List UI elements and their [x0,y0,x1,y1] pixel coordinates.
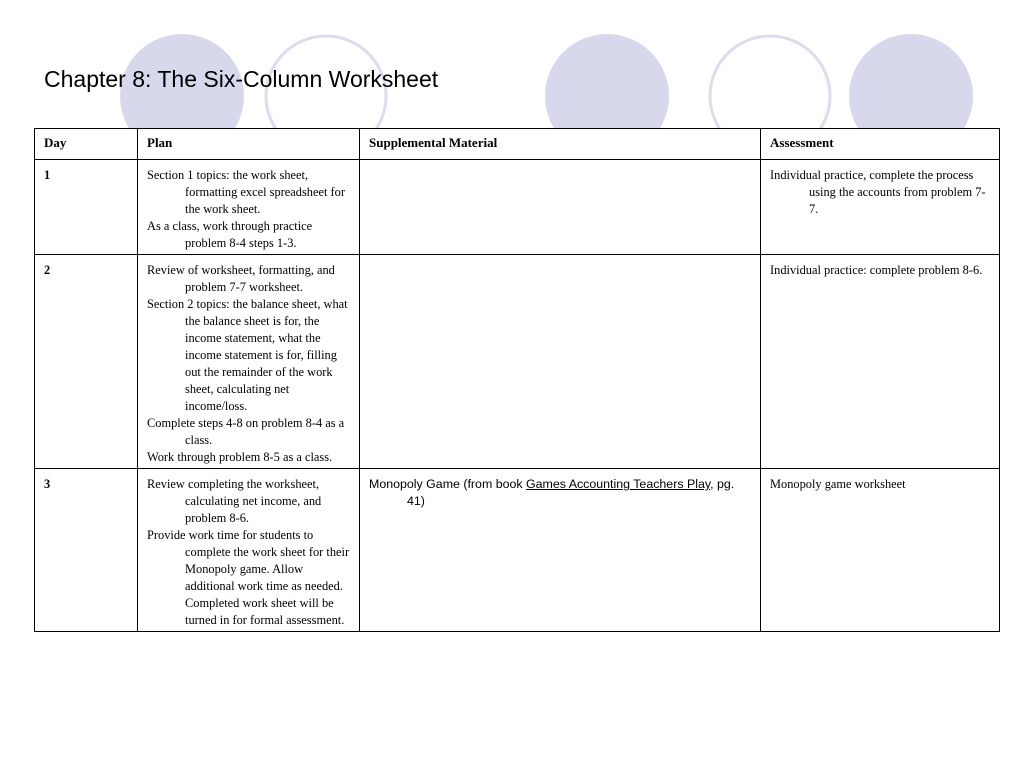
plan-cell [138,469,360,632]
supplemental-cell [360,469,761,632]
plan-item: As a class, work through practice problem 8-4 steps 1-3. [147,219,313,250]
table-header-row [35,129,1000,160]
header-supplemental-material: Supplemental Material [360,129,761,160]
table-row [35,469,1000,632]
slide-title: Chapter 8: The Six-Column Worksheet [44,66,439,92]
header-plan: Plan [138,129,360,160]
plan-item: Complete steps 4-8 on problem 8-4 as a class. [147,416,345,447]
plan-cell [138,160,360,255]
day-cell: 2 [35,255,138,469]
plan-item: Section 1 topics: the work sheet, formatting excel spreadsheet for the work sheet. [147,168,345,216]
plan-item: Section 2 topics: the balance sheet, what the balance sheet is for, the income statement, what the income statement is for, filling out the remainder of the work sheet, calculating net income/loss. [147,297,348,413]
supplemental-cell [360,160,761,255]
header-day: Day [35,129,138,160]
assessment-cell [761,469,1000,632]
supplemental-suffix: , pg. 41) [407,477,735,508]
assessment-item: Monopoly game worksheet [770,477,906,491]
table-row [35,160,1000,255]
supplemental-cell [360,255,761,469]
day-cell: 3 [35,469,138,632]
day-cell: 1 [35,160,138,255]
lesson-plan-table [34,128,1000,632]
assessment-cell [761,160,1000,255]
plan-item: Work through problem 8-5 as a class. [147,450,333,464]
assessment-item: Individual practice: complete problem 8-6. [770,263,983,277]
supplemental-text [369,476,751,510]
supplemental-prefix: Monopoly Game (from book [369,477,527,491]
plan-cell [138,255,360,469]
assessment-item: Individual practice, complete the process using the accounts from problem 7-7. [770,168,986,216]
book-title: Games Accounting Teachers Play [526,477,711,491]
assessment-cell [761,255,1000,469]
plan-item: Review of worksheet, formatting, and problem 7-7 worksheet. [147,263,335,294]
plan-item: Review completing the worksheet, calculating net income, and problem 8-6. [147,477,322,525]
header-assessment: Assessment [761,129,1000,160]
plan-item: Provide work time for students to complete the work sheet for their Monopoly game. Allow additional work time as needed. Completed work sheet will be turned in for formal assessment. [147,528,350,627]
table-row [35,255,1000,469]
